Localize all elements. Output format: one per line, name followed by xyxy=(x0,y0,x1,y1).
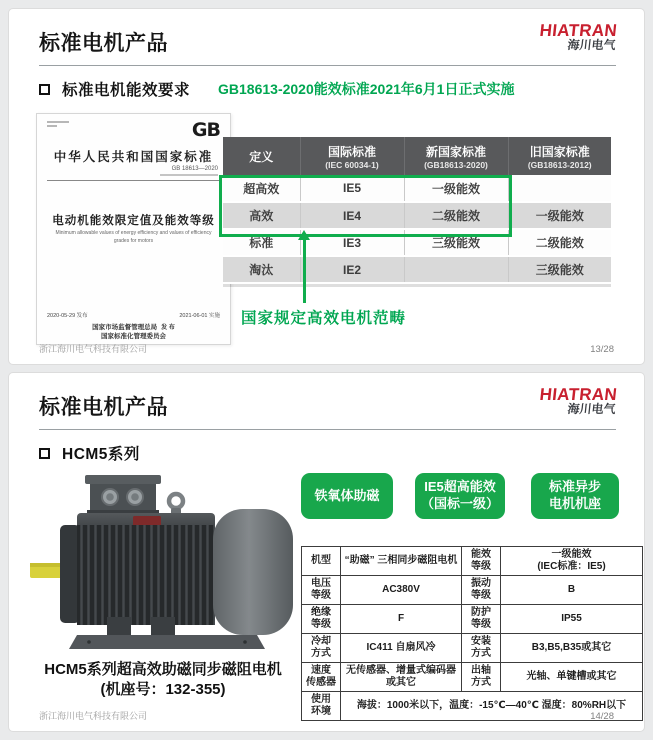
col-header-new-gb: 新国家标准 (GB18613-2020) xyxy=(404,137,508,175)
section-note-green: GB18613-2020能效标准2021年6月1日正式实施 xyxy=(218,81,515,97)
table-row: 高效 IE4 二级能效 一级能效 xyxy=(223,202,611,229)
efficiency-table xyxy=(223,137,611,284)
arrow-up-icon xyxy=(303,239,306,303)
annotation-label: 国家规定高效电机范畴 xyxy=(241,310,407,327)
spec-row xyxy=(302,605,643,634)
header-divider xyxy=(39,429,616,430)
document-subtitle-en: Minimum allowable values of energy efficiency and values of efficiency grades for motors xyxy=(55,230,212,244)
spec-label: 速度 传感器 xyxy=(302,663,341,692)
spec-label: 使用 环境 xyxy=(302,692,341,721)
badge-ferrite-assist: 铁氧体助磁 xyxy=(301,473,393,519)
national-standard-title: 中华人民共和国国家标准 xyxy=(53,150,214,164)
spec-row xyxy=(302,576,643,605)
section-heading-row xyxy=(39,442,140,464)
spec-value: IP55 xyxy=(501,605,643,634)
square-bullet-icon xyxy=(39,84,50,95)
spec-label: 能效 等级 xyxy=(462,547,501,576)
spec-value: IC411 自扇风冷 xyxy=(341,634,462,663)
spec-table xyxy=(301,546,643,721)
spec-label: 安装 方式 xyxy=(462,634,501,663)
logo-brand-text: HIATRAN xyxy=(538,21,618,40)
page-number: 14/28 xyxy=(590,711,614,722)
logo-brand-text: HIATRAN xyxy=(538,385,618,404)
section-heading: HCM5系列 xyxy=(62,446,140,463)
spec-value: B3,B5,B35或其它 xyxy=(501,634,643,663)
company-logo xyxy=(537,386,618,417)
spec-value: “助磁” 三相同步磁阻电机 xyxy=(341,547,462,576)
table-row: 淘汰 IE2 三级能效 xyxy=(223,256,611,283)
spec-row xyxy=(302,634,643,663)
document-issuers: 国家市场监督管理总局 发 布 国家标准化管理委员会 xyxy=(92,324,175,341)
section-heading-row xyxy=(39,78,514,100)
spec-label: 电压 等级 xyxy=(302,576,341,605)
spec-value: 一级能效 (IEC标准：IE5) xyxy=(501,547,643,576)
spec-label: 振动 等级 xyxy=(462,576,501,605)
spec-label: 出轴 方式 xyxy=(462,663,501,692)
spec-value: F xyxy=(341,605,462,634)
document-dates xyxy=(47,311,220,319)
badge-standard-frame: 标准异步 电机机座 xyxy=(531,473,619,519)
table-header-row xyxy=(223,137,611,175)
document-title: 电动机能效限定值及能效等级 xyxy=(52,215,215,227)
spec-value: 海拔：1000米以下，温度：-15℃—40℃ 湿度：80%RH以下 xyxy=(341,692,643,721)
spec-label: 防护 等级 xyxy=(462,605,501,634)
square-bullet-icon xyxy=(39,448,50,459)
logo-sub-text: 海川电气 xyxy=(566,38,616,52)
implementation-date: 2021-06-01 实施 xyxy=(179,313,220,319)
company-logo xyxy=(537,22,618,53)
slide-13 xyxy=(8,8,645,365)
col-header-old-gb: 旧国家标准 (GB18613-2012) xyxy=(508,137,611,175)
section-heading: 标准电机能效要求 xyxy=(62,82,191,99)
spec-label: 机型 xyxy=(302,547,341,576)
spec-value: 光轴、单键槽或其它 xyxy=(501,663,643,692)
spec-label: 绝缘 等级 xyxy=(302,605,341,634)
slide-footer xyxy=(39,709,614,722)
standard-replaces-line xyxy=(160,174,218,176)
ics-code-lines xyxy=(47,121,69,129)
spec-row xyxy=(302,547,643,576)
col-header-definition: 定义 xyxy=(223,137,300,175)
table-row: 超高效 IE5 一级能效 xyxy=(223,175,611,202)
gb-logo: GB xyxy=(191,119,220,141)
standard-number: GB 18613—2020 xyxy=(171,166,218,172)
logo-sub-text: 海川电气 xyxy=(566,402,616,416)
gb-standard-cover-image xyxy=(36,113,231,345)
table-row: 标准 IE3 三级能效 二级能效 xyxy=(223,229,611,256)
spec-label: 冷却 方式 xyxy=(302,634,341,663)
col-header-iec: 国际标准 (IEC 60034-1) xyxy=(300,137,404,175)
motor-caption: HCM5系列超高效助磁同步磁阻电机 (机座号：132-355) xyxy=(44,661,282,699)
slide-footer xyxy=(39,342,614,355)
spec-value: 无传感器、增量式编码器或其它 xyxy=(341,663,462,692)
page-title: 标准电机产品 xyxy=(39,396,168,419)
footer-company: 浙江海川电气科技有限公司 xyxy=(39,711,148,721)
page-title: 标准电机产品 xyxy=(39,32,168,55)
motor-product-image xyxy=(27,467,299,657)
issue-date: 2020-05-29 发布 xyxy=(47,313,88,319)
badge-ie5-efficiency: IE5超高能效 （国标一级） xyxy=(415,473,505,519)
footer-company: 浙江海川电气科技有限公司 xyxy=(39,344,148,354)
spec-value: AC380V xyxy=(341,576,462,605)
spec-row xyxy=(302,663,643,692)
header-divider xyxy=(39,65,616,66)
spec-value: B xyxy=(501,576,643,605)
efficiency-table-container xyxy=(223,137,611,284)
feature-badges xyxy=(301,473,619,519)
page-number: 13/28 xyxy=(590,344,614,355)
slide-14 xyxy=(8,372,645,732)
cover-divider xyxy=(47,180,220,181)
